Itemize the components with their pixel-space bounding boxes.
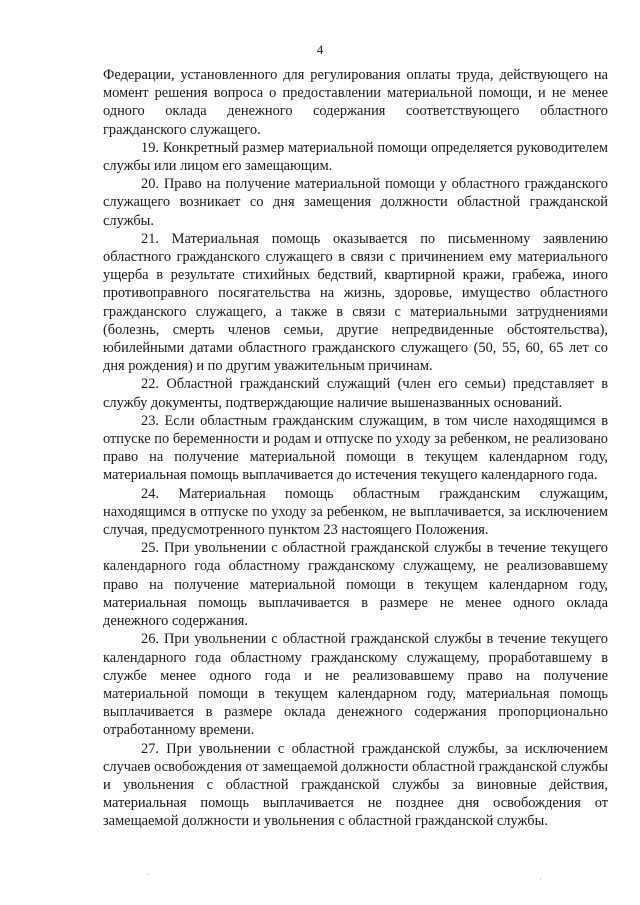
paragraph-19: 19. Конкретный размер материальной помощи определяется руководителем службы или лицом его замещающим. [103,139,608,175]
paragraph-20: 20. Право на получение материальной помощи у областного гражданского служащего возникает со дня замещения должности областной гражданской службы. [103,176,608,229]
page-number: 4 [316,42,324,57]
scan-speck [540,878,541,879]
paragraph-25: 25. При увольнении с областной гражданской службы в течение текущего календарного года областному гражданскому служащему, не реализовавшему право на получение материальной помощи в текущем календарном году, материальная помощь выплачивается в размере не менее одного оклада денежного содержания. [103,540,608,630]
document-body [103,66,608,831]
scan-speck [148,874,149,875]
paragraph-24: 24. Материальная помощь областным гражданским служащим, находящимся в отпуске по уходу за ребенком, не выплачивается, за исключением случая, предусмотренного пунктом 23 настоящего Положения. [103,485,608,539]
paragraph-continuation: Федерации, установленного для регулирования оплаты труда, действующего на момент решения вопроса о предоставлении материальной помощи, и не менее одного оклада денежного содержания соответствующего областного гражданского служащего. [103,67,608,138]
paragraph-23: 23. Если областным гражданским служащим, в том числе находящимся в отпуске по беременности и родам и отпуске по уходу за ребенком, не реализовано право на получение материальной помощи в текущем календарном году, материальная помощь выплачивается до истечения текущего календарного года. [103,412,608,484]
paragraph-22: 22. Областной гражданский служащий (член его семьи) представляет в службу документы, подтверждающие наличие вышеназванных оснований. [103,376,608,411]
paragraph-21: 21. Материальная помощь оказывается по письменному заявлению областного гражданского служащего в связи с причинением ему материального ущерба в результате стихийных бедствий, квартирной кражи, грабежа, иного противоправного посягательства на жизнь, здоровье, имущество областного гражданского служащего, а также в связи с материальными затруднениями (болезнь, смерть членов семьи, другие непредвиденные обстоятельства), юбилейными датами областного гражданского служащего (50, 55, 60, 65 лет со дня рождения) и по другим уважительным причинам. [103,230,608,375]
paragraph-26: 26. При увольнении с областной гражданской службы в течение текущего календарного года областному гражданскому служащему, проработавшему в службе менее одного года и не реализовавшему право на получение материальной помощи в текущем календарном году, материальная помощь выплачивается в размере оклада денежного содержания пропорционально отработанному времени. [103,631,608,739]
paragraph-27: 27. При увольнении с областной гражданской службы, за исключением случаев освобождения от замещаемой должности областной гражданской службы и увольнения с областной гражданской службы за виновные действия, материальная помощь выплачивается не позднее дня освобождения от замещаемой должности и увольнения с областной гражданской службы. [103,740,608,830]
